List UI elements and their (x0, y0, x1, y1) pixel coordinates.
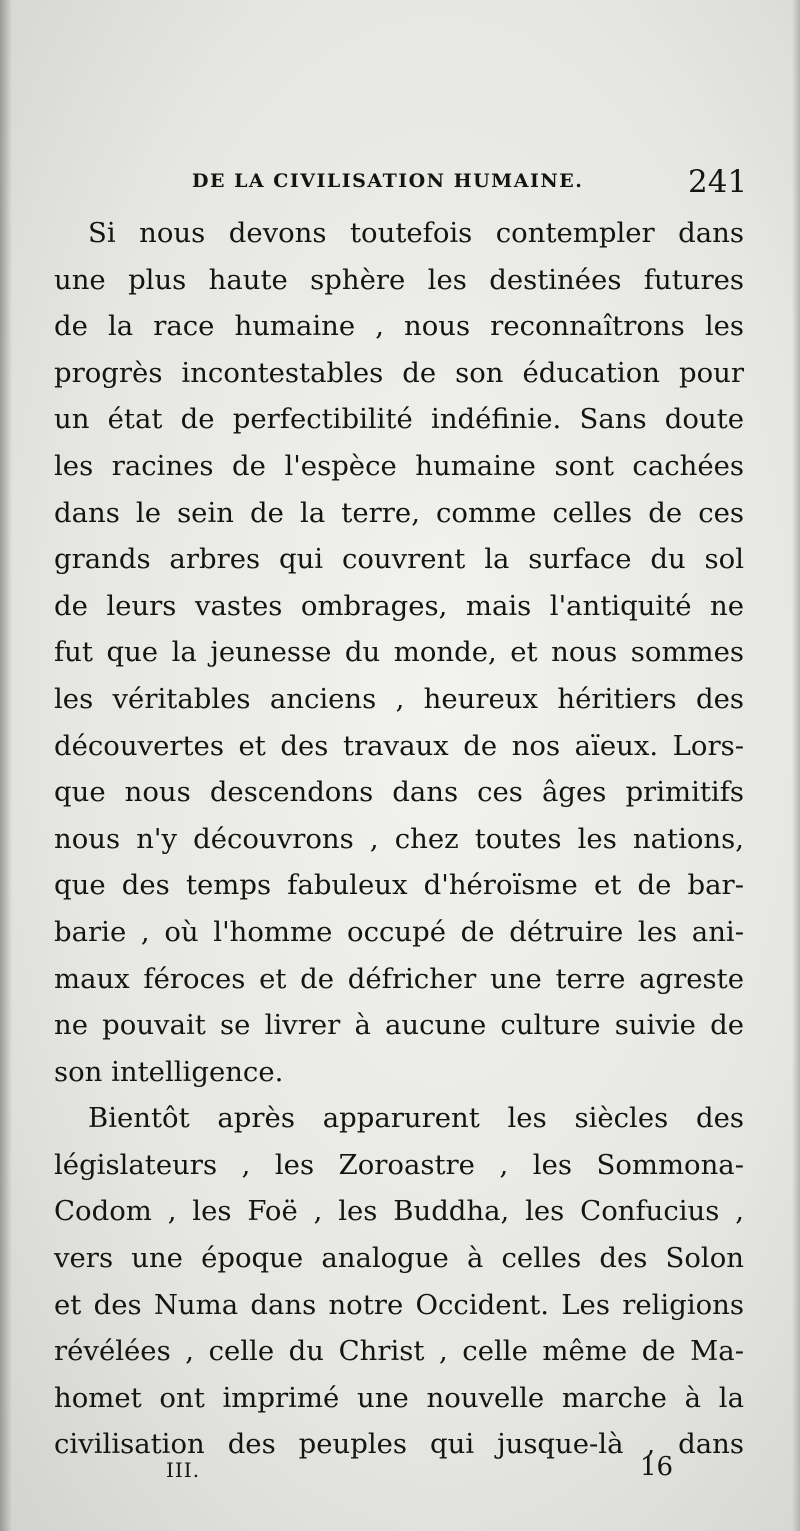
text-line: que des temps fabuleux d'héroïsme et de bar- (54, 869, 744, 902)
text-line: maux féroces et de défricher une terre agreste (54, 962, 744, 995)
text-line: législateurs , les Zoroastre , les Sommona- (54, 1148, 744, 1181)
signature-number: 16 (640, 1452, 674, 1482)
text-line: grands arbres qui couvrent la surface du sol (54, 543, 744, 576)
text-line: les racines de l'espèce humaine sont cachées (54, 449, 744, 482)
text-line: et des Numa dans notre Occident. Les religions (54, 1288, 744, 1321)
text-line: de leurs vastes ombrages, mais l'antiquité ne (54, 589, 744, 622)
text-line: découvertes et des travaux de nos aïeux. Lors- (54, 729, 744, 762)
text-line: barie , où l'homme occupé de détruire les ani- (54, 915, 744, 948)
text-line: fut que la jeunesse du monde, et nous sommes (54, 636, 744, 669)
text-line: une plus haute sphère les destinées futures (54, 263, 744, 296)
text-line: nous n'y découvrons , chez toutes les nations, (54, 822, 744, 855)
text-line: Bientôt après apparurent les siècles des (88, 1102, 744, 1135)
running-head: DE LA CIVILISATION HUMAINE. (192, 170, 584, 192)
text-line: un état de perfectibilité indéfinie. Sans doute (54, 403, 744, 436)
text-line: son intelligence. (54, 1055, 284, 1088)
text-line: progrès incontestables de son éducation pour (54, 356, 744, 389)
text-line: Si nous devons toutefois contempler dans (88, 217, 744, 249)
text-line: les véritables anciens , heureux héritiers des (54, 682, 744, 715)
text-line: dans le sein de la terre, comme celles de ces (54, 496, 744, 529)
page-shadow-left (0, 0, 12, 1531)
body-text (54, 210, 744, 1468)
text-line: ne pouvait se livrer à aucune culture suivie de (54, 1009, 744, 1042)
page-shadow-right (792, 0, 800, 1531)
page-number: 241 (688, 164, 748, 200)
text-line: civilisation des peuples qui jusque-là , dans (54, 1428, 744, 1461)
text-line: révélées , celle du Christ , celle même de Ma- (54, 1335, 744, 1368)
text-line: de la race humaine , nous reconnaîtrons les (54, 310, 744, 343)
text-line: homet ont imprimé une nouvelle marche à la (54, 1381, 744, 1414)
text-line: vers une époque analogue à celles des Solon (54, 1242, 744, 1275)
text-line: Codom , les Foë , les Buddha, les Confucius , (54, 1195, 744, 1228)
text-line: que nous descendons dans ces âges primitifs (54, 776, 744, 809)
signature-mark: III. (166, 1458, 201, 1482)
